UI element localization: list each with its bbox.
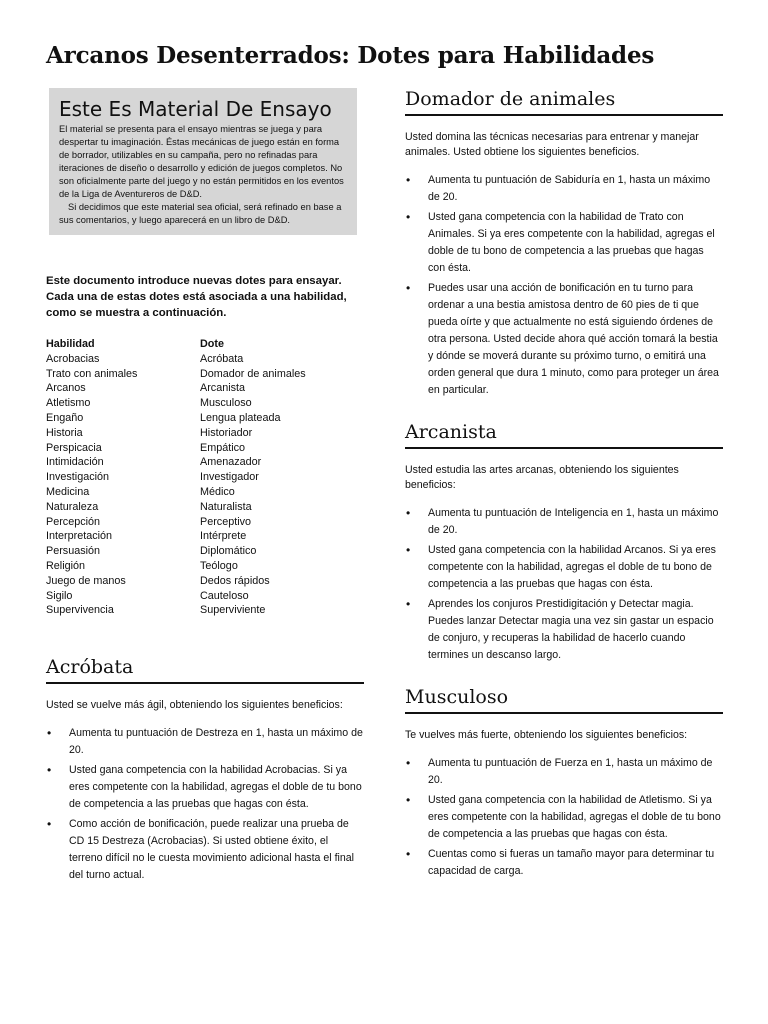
feat-name: Arcanista	[200, 382, 246, 395]
list-item: • Cuentas como si fueras un tamaño mayor para determinar tu capacidad de carga.	[405, 846, 723, 880]
feat-name: Empático	[200, 441, 246, 454]
sidebar-paragraph-1: El material se presenta para el ensayo mientras se juega y para despertar tu imaginación. Éstas mecánicas de juego están en forma de borrador, utilizables en su campaña, pero no refinadas para iteraciones de diseño o desarrollo y edición de juegos completos. No son oficialmente parte del juego y no están permitidos en los eventos de la Liga de Aventureros de D&D.	[59, 124, 344, 199]
feat-name: Médico	[200, 485, 235, 498]
table-row	[46, 396, 364, 411]
feat-name: Cauteloso	[200, 589, 249, 602]
list-item: • Usted gana competencia con la habilidad de Trato con Animales. Si ya eres competente con la habilidad, agregas el doble de tu bono de competencia a las pruebas que hagas con ésta.	[405, 209, 723, 277]
skill-name: Atletismo	[46, 397, 91, 410]
benefit-list	[405, 755, 723, 880]
table-row	[46, 411, 364, 426]
sidebar-paragraph-2: Si decidimos que este material sea oficial, será refinado en base a sus comentarios, y luego aparecerá en un libro de D&D.	[59, 202, 342, 225]
benefit-list	[405, 172, 723, 399]
skill-name: Trato con animales	[46, 367, 138, 380]
table-row	[46, 381, 364, 396]
table-row	[46, 559, 364, 574]
table-row	[46, 441, 364, 456]
list-item: • Aumenta tu puntuación de Destreza en 1, hasta un máximo de 20.	[46, 725, 364, 759]
feat-name: Perceptivo	[200, 515, 252, 528]
left-column	[46, 88, 364, 887]
sidebar-heading: Este Es Material De Ensayo	[59, 97, 332, 121]
table-row	[46, 574, 364, 589]
feat-name: Naturalista	[200, 500, 252, 513]
section-heading: Acróbata	[46, 656, 364, 684]
list-item: • Aumenta tu puntuación de Sabiduría en 1, hasta un máximo de 20.	[405, 172, 723, 206]
section-description: Usted se vuelve más ágil, obteniendo los siguientes beneficios:	[46, 699, 343, 712]
feat-name: Intérprete	[200, 530, 247, 543]
section-description: Te vuelves más fuerte, obteniendo los siguientes beneficios:	[405, 729, 688, 741]
feat-name: Diplomático	[200, 545, 257, 558]
section-arcanista	[405, 421, 723, 664]
benefit-list	[405, 505, 723, 664]
table-row	[46, 603, 364, 618]
list-item: • Aumenta tu puntuación de Inteligencia en 1, hasta un máximo de 20.	[405, 505, 723, 539]
table-row	[46, 470, 364, 485]
table-row	[46, 500, 364, 515]
list-item: • Usted gana competencia con la habilidad Acrobacias. Si ya eres competente con la habilidad, agregas el doble de tu bono de competencia a las pruebas que hagas con ésta.	[46, 762, 364, 813]
skill-name: Intimidación	[46, 456, 104, 469]
feat-name: Teólogo	[200, 559, 238, 572]
list-item: • Usted gana competencia con la habilidad Arcanos. Si ya eres competente con la habilidad, agregas el doble de tu bono de competencia a las pruebas que hagas con ésta.	[405, 542, 723, 593]
feat-name: Historiador	[200, 426, 253, 439]
section-heading: Arcanista	[405, 421, 723, 449]
right-column	[405, 88, 723, 883]
list-item: • Aprendes los conjuros Prestidigitación y Detectar magia. Puedes lanzar Detectar magia una vez sin gastar un espacio de conjuro, y recuperas la habilidad de hacerlo cuando termines un descanso largo.	[405, 596, 723, 664]
skill-name: Arcanos	[46, 382, 86, 395]
feat-name: Acróbata	[200, 352, 244, 365]
table-row	[46, 455, 364, 470]
skill-name: Naturaleza	[46, 500, 99, 513]
section-domador	[405, 88, 723, 399]
skill-name: Engaño	[46, 411, 84, 424]
table-row	[46, 589, 364, 604]
header-skill: Habilidad	[46, 338, 95, 350]
skill-name: Medicina	[46, 485, 90, 498]
skills-table-header	[46, 337, 364, 352]
section-heading: Domador de animales	[405, 88, 723, 116]
skill-name: Interpretación	[46, 530, 113, 543]
skill-name: Investigación	[46, 471, 110, 484]
feat-name: Superviviente	[200, 604, 266, 617]
feat-name: Domador de animales	[200, 367, 306, 380]
skill-name: Perspicacia	[46, 441, 102, 454]
section-musculoso	[405, 686, 723, 880]
table-row	[46, 367, 364, 382]
skill-name: Sigilo	[46, 589, 73, 602]
benefit-list	[46, 725, 364, 884]
skill-name: Religión	[46, 559, 86, 572]
skill-name: Persuasión	[46, 545, 101, 558]
table-row	[46, 426, 364, 441]
playtest-sidebar	[49, 88, 357, 235]
page-title: Arcanos Desenterrados: Dotes para Habilidades	[46, 42, 655, 69]
feat-name: Lengua plateada	[200, 411, 281, 424]
table-row	[46, 544, 364, 559]
skills-table	[46, 337, 364, 618]
skill-name: Juego de manos	[46, 574, 126, 587]
section-description: Usted estudia las artes arcanas, obteniendo los siguientes beneficios:	[405, 464, 679, 491]
table-row	[46, 529, 364, 544]
header-feat: Dote	[200, 338, 224, 350]
section-acrobata	[46, 656, 364, 884]
section-description: Usted domina las técnicas necesarias para entrenar y manejar animales. Usted obtiene los siguientes beneficios.	[405, 131, 699, 158]
table-row	[46, 352, 364, 367]
list-item: • Usted gana competencia con la habilidad de Atletismo. Si ya eres competente con la habilidad, agregas el doble de tu bono de competencia a las pruebas que hagas con ésta.	[405, 792, 723, 843]
list-item: • Puedes usar una acción de bonificación en tu turno para ordenar a una bestia amistosa dentro de 60 pies de ti que pueda oírte y que actualmente no está siguiendo órdenes de otra persona. Usted decide ahora qué acción tomará la bestia y dónde se moverá durante su próximo turno, o emitirá una orden general que dura 1 minuto, como para proteger un área en particular.	[405, 280, 723, 399]
feat-name: Investigador	[200, 471, 259, 484]
feat-name: Musculoso	[200, 397, 252, 410]
section-heading: Musculoso	[405, 686, 723, 714]
table-row	[46, 485, 364, 500]
list-item: • Como acción de bonificación, puede realizar una prueba de CD 15 Destreza (Acrobacias). Si usted obtiene éxito, el terreno difícil no le cuesta movimiento adicional hasta el final del turno actual.	[46, 816, 364, 884]
list-item: • Aumenta tu puntuación de Fuerza en 1, hasta un máximo de 20.	[405, 755, 723, 789]
feat-name: Dedos rápidos	[200, 574, 270, 587]
table-row	[46, 515, 364, 530]
skill-name: Supervivencia	[46, 604, 114, 617]
feat-name: Amenazador	[200, 456, 262, 469]
skill-name: Historia	[46, 426, 83, 439]
skill-name: Percepción	[46, 515, 101, 528]
intro-text: Este documento introduce nuevas dotes para ensayar. Cada una de estas dotes está asociada a una habilidad, como se muestra a continuación.	[46, 275, 347, 319]
skill-name: Acrobacias	[46, 352, 100, 365]
